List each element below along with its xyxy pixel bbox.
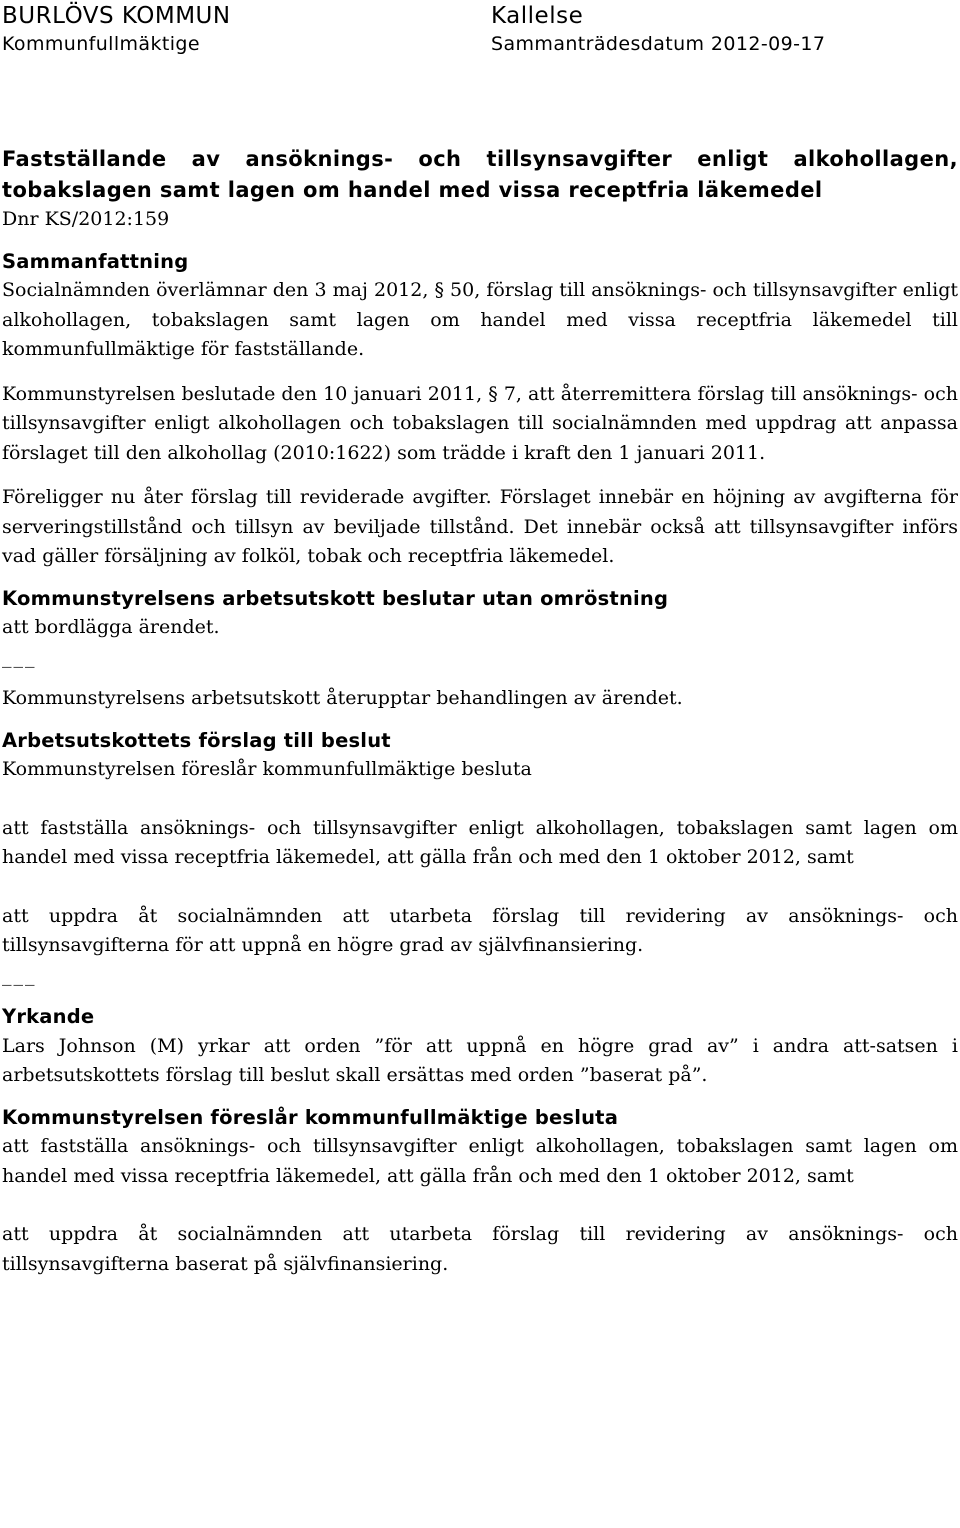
ksau-decision: att bordlägga ärendet. <box>2 616 220 638</box>
summary-paragraph-3: Föreligger nu åter förslag till reviderade avgifter. Förslaget innebär en höjning av avgifterna för serveringstillstånd och tillsyn av beviljade tillstånd. Det innebär också att tillsynsavgifter införs vad gäller försäljning av folköl, tobak och receptfria läkemedel. <box>2 486 958 567</box>
proposal-intro: Kommunstyrelsen föreslår kommunfullmäktige besluta <box>2 758 532 780</box>
organization-name: BURLÖVS KOMMUN <box>2 3 231 29</box>
separator: ___ <box>2 645 37 668</box>
ks-heading: Kommunstyrelsen föreslår kommunfullmäktige besluta <box>2 1105 619 1129</box>
ks-att-2: att uppdra åt socialnämnden att utarbeta förslag till revidering av ansöknings- och tillsynsavgifterna baserat på självfinansiering. <box>2 1223 958 1275</box>
summary-heading: Sammanfattning <box>2 249 189 273</box>
ksau-resume: Kommunstyrelsens arbetsutskott återupptar behandlingen av ärendet. <box>2 687 683 709</box>
ksau-heading: Kommunstyrelsens arbetsutskott beslutar utan omröstning <box>2 586 669 610</box>
summary-paragraph-2: Kommunstyrelsen beslutade den 10 januari 2011, § 7, att återremittera förslag till ansöknings- och tillsynsavgifter enligt alkohollagen och tobakslagen till socialnämnden med uppdrag att anpassa förslaget till den alkohollag (2010:1622) som trädde i kraft den 1 januari 2011. <box>2 382 958 464</box>
ks-att-1: att fastställa ansöknings- och tillsynsavgifter enligt alkohollagen, tobakslagen samt lagen om handel med vissa receptfria läkemedel, att gälla från och med den 1 oktober 2012, samt <box>2 1135 958 1187</box>
diary-number: Dnr KS/2012:159 <box>2 208 170 230</box>
summary-paragraph-1: Socialnämnden överlämnar den 3 maj 2012, § 50, förslag till ansöknings- och tillsynsavgifter enligt alkohollagen, tobakslagen samt lagen om handel med vissa receptfria läkemedel till kommunfullmäktige för fastställande. <box>2 279 958 360</box>
proposal-heading: Arbetsutskottets förslag till beslut <box>2 728 391 752</box>
proposal-att-1: att fastställa ansöknings- och tillsynsavgifter enligt alkohollagen, tobakslagen samt lagen om handel med vissa receptfria läkemedel, att gälla från och med den 1 oktober 2012, samt <box>2 816 958 868</box>
motion-heading: Yrkande <box>2 1005 95 1028</box>
document-header <box>0 0 960 60</box>
item-title: Fastställande av ansöknings- och tillsynsavgifter enligt alkohollagen, tobakslagen samt lagen om handel med vissa receptfria läkemedel <box>2 147 958 202</box>
document-body <box>2 144 958 1279</box>
body-name: Kommunfullmäktige <box>2 33 200 55</box>
motion-text: Lars Johnson (M) yrkar att orden ”för att uppnå en högre grad av” i andra att-satsen i arbetsutskottets förslag till beslut skall ersättas med orden ”baserat på”. <box>2 1034 958 1086</box>
proposal-att-2: att uppdra åt socialnämnden att utarbeta förslag till revidering av ansöknings- och tillsynsavgifterna för att uppnå en högre grad av självfinansiering. <box>2 904 958 956</box>
separator: ___ <box>2 963 37 986</box>
document-type: Kallelse <box>491 3 584 29</box>
meeting-date: Sammanträdesdatum 2012-09-17 <box>491 33 826 55</box>
